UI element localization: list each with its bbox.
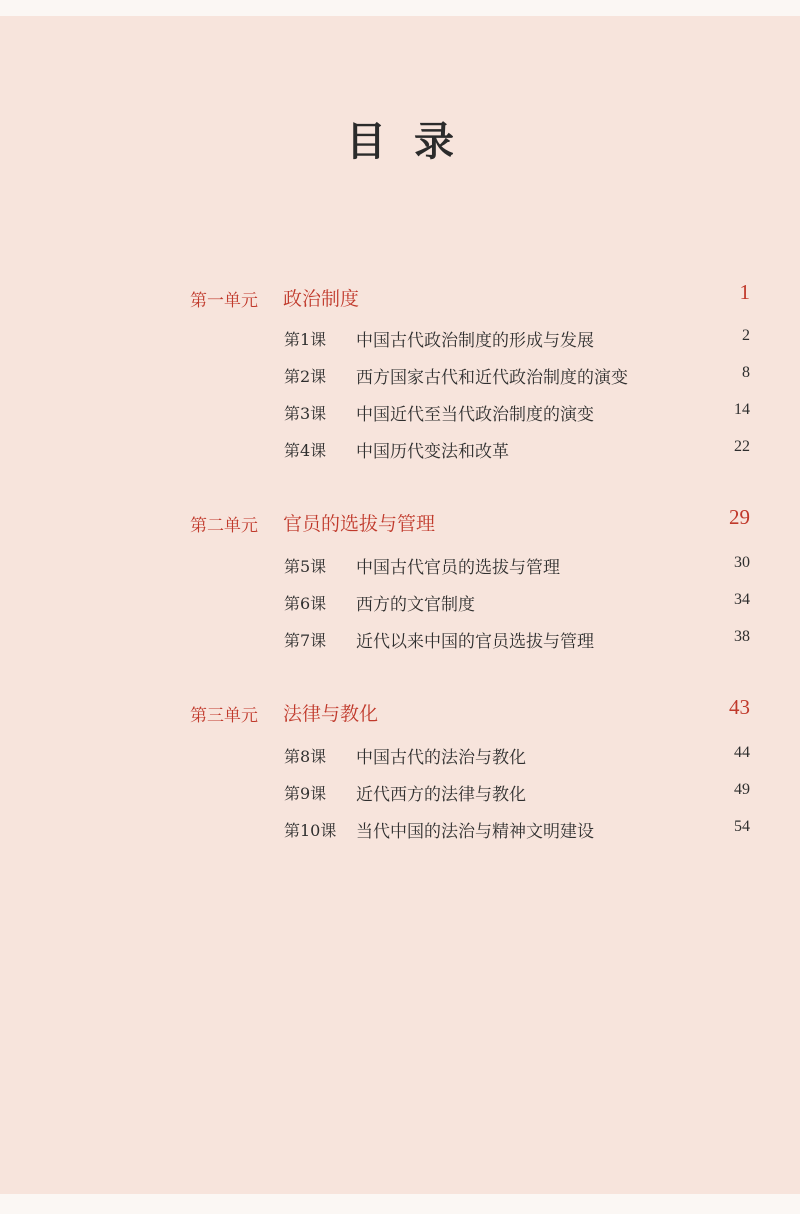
lesson-entry-6 — [284, 586, 750, 616]
page-title: 目录 — [346, 119, 482, 165]
lesson-name: 中国古代的法治与教化 — [356, 748, 526, 768]
unit-number: 第二单元 — [190, 516, 258, 536]
lesson-page-number: 34 — [734, 591, 750, 608]
lesson-name: 中国历代变法和改革 — [356, 442, 509, 462]
lesson-entry-8 — [284, 739, 750, 769]
lesson-name: 中国古代官员的选拔与管理 — [356, 558, 560, 578]
unit-page-number: 1 — [739, 280, 750, 304]
lesson-number: 第5课 — [284, 557, 327, 576]
lesson-entry-10 — [284, 813, 750, 843]
unit-number: 第一单元 — [190, 291, 258, 311]
unit-heading-2 — [190, 503, 750, 543]
lesson-page-number: 14 — [734, 401, 750, 418]
unit-page-number: 29 — [729, 505, 750, 529]
lesson-page-number: 49 — [734, 781, 750, 798]
unit-heading-3 — [190, 693, 750, 733]
lesson-page-number: 30 — [734, 554, 750, 571]
lesson-entry-7 — [284, 623, 750, 653]
lesson-entry-2 — [284, 359, 750, 389]
lesson-number: 第1课 — [284, 330, 327, 349]
lesson-name: 西方的文官制度 — [356, 595, 475, 615]
lesson-page-number: 38 — [734, 628, 750, 645]
unit-name: 法律与教化 — [283, 703, 379, 725]
lesson-name: 近代西方的法律与教化 — [356, 785, 526, 805]
unit-page-number: 43 — [729, 695, 750, 719]
lesson-entry-1 — [284, 322, 750, 352]
lesson-number: 第4课 — [284, 441, 327, 460]
lesson-page-number: 54 — [734, 818, 750, 835]
lesson-page-number: 8 — [742, 364, 750, 381]
toc-page — [0, 16, 800, 1194]
lesson-number: 第10课 — [284, 821, 337, 840]
lesson-entry-5 — [284, 549, 750, 579]
lesson-entry-3 — [284, 396, 750, 426]
lesson-name: 近代以来中国的官员选拔与管理 — [356, 632, 594, 652]
unit-heading-1 — [190, 278, 750, 318]
lesson-number: 第3课 — [284, 404, 327, 423]
lesson-entry-9 — [284, 776, 750, 806]
lesson-number: 第2课 — [284, 367, 327, 386]
lesson-number: 第8课 — [284, 747, 327, 766]
lesson-name: 中国近代至当代政治制度的演变 — [356, 405, 594, 425]
lesson-name: 中国古代政治制度的形成与发展 — [356, 331, 594, 351]
lesson-number: 第6课 — [284, 594, 327, 613]
lesson-number: 第9课 — [284, 784, 327, 803]
unit-name: 官员的选拔与管理 — [283, 513, 436, 535]
lesson-number: 第7课 — [284, 631, 327, 650]
lesson-page-number: 22 — [734, 438, 750, 455]
lesson-name: 当代中国的法治与精神文明建设 — [356, 822, 594, 842]
lesson-entry-4 — [284, 433, 750, 463]
lesson-page-number: 44 — [734, 744, 750, 761]
unit-number: 第三单元 — [190, 706, 258, 726]
lesson-name: 西方国家古代和近代政治制度的演变 — [356, 368, 628, 388]
unit-name: 政治制度 — [283, 288, 360, 310]
lesson-page-number: 2 — [742, 327, 750, 344]
